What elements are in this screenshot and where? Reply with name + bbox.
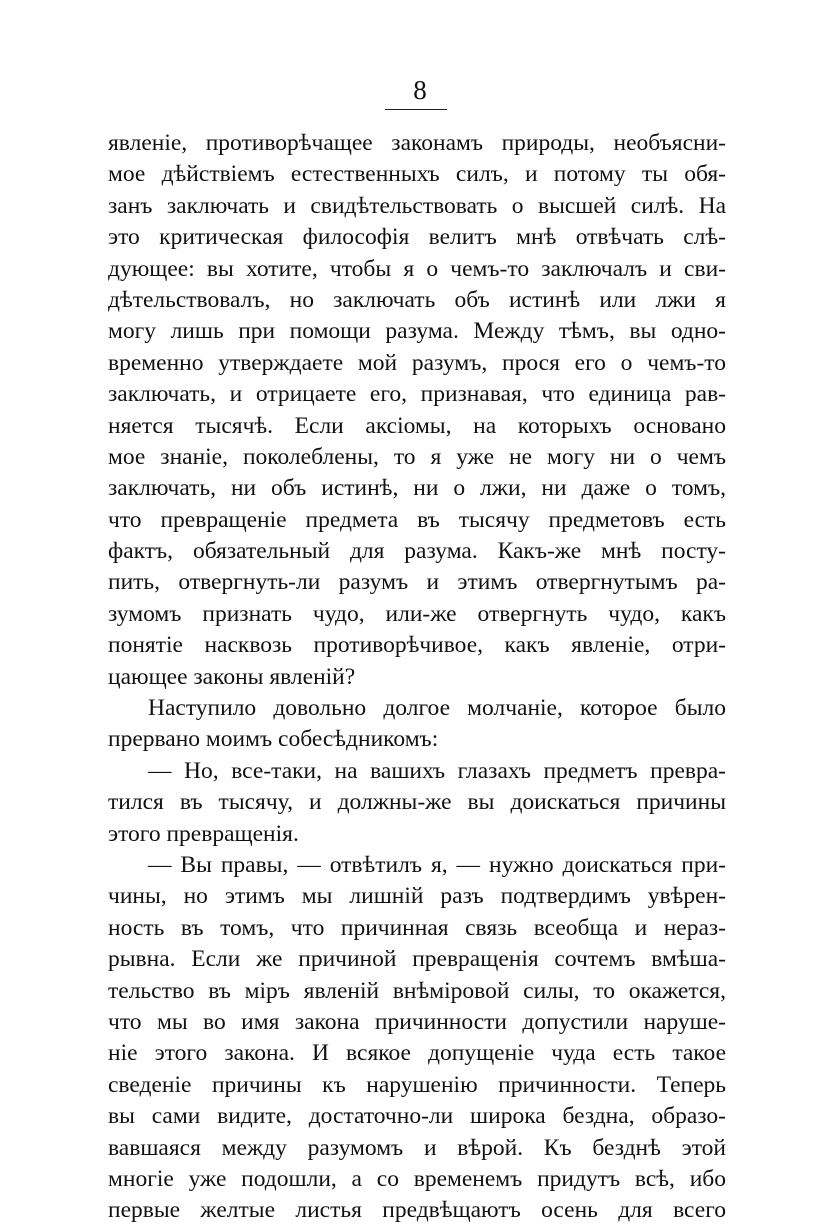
- text-line: дѣтельствовалъ, но заключать объ истинѣ или лжи я: [108, 286, 726, 313]
- text-line: что превращеніе предмета въ тысячу предметовъ есть: [108, 506, 726, 533]
- text-line: многіе уже подошли, а со временемъ придутъ всѣ, ибо: [108, 1165, 726, 1192]
- body-text: [108, 128, 726, 1227]
- text-line: мое дѣйствіемъ естественныхъ силъ, и потому ты обя-: [108, 161, 726, 188]
- page-number-rule: [385, 109, 447, 110]
- text-line: понятіе насквозь противорѣчивое, какъ явленіе, отри-: [108, 632, 726, 659]
- text-line: вавшаяся между разумомъ и вѣрой. Къ безднѣ этой: [108, 1134, 726, 1161]
- paragraph-start-line: Наступило довольно долгое молчаніе, которое было: [148, 695, 726, 722]
- text-line: заключать, и отрицаете его, признавая, что единица рав-: [108, 381, 726, 408]
- text-line: заключать, ни объ истинѣ, ни о лжи, ни даже о томъ,: [108, 475, 726, 502]
- text-line: занъ заключать и свидѣтельствовать о высшей силѣ. На: [108, 192, 726, 219]
- paragraph-end-line: этого превращенія.: [108, 820, 299, 847]
- text-line: рывна. Если же причиной превращенія сочтемъ вмѣша-: [108, 946, 726, 973]
- text-line: фактъ, обязательный для разума. Какъ-же мнѣ посту-: [108, 538, 726, 565]
- text-line: ность въ томъ, что причинная связь всеобща и нераз-: [108, 914, 726, 941]
- text-line: пить, отвергнуть-ли разумъ и этимъ отвергнутымъ ра-: [108, 569, 726, 596]
- text-line: дующее: вы хотите, чтобы я о чемъ-то заключалъ и сви-: [108, 255, 726, 282]
- text-line: вы сами видите, достаточно-ли широка бездна, образо-: [108, 1103, 726, 1130]
- text-line: явленіе, противорѣчащее законамъ природы, необъясни-: [108, 130, 726, 156]
- text-line: чины, но этимъ мы лишній разъ подтвердимъ увѣрен-: [108, 883, 726, 910]
- page-number: 8: [413, 75, 427, 105]
- text-line: мое знаніе, поколеблены, то я уже не могу ни о чемъ: [108, 443, 726, 470]
- text-line: тился въ тысячу, и должны-же вы доискаться причины: [108, 789, 726, 816]
- text-line: ніе этого закона. И всякое допущеніе чуда есть такое: [108, 1040, 726, 1067]
- text-line: могу лишь при помощи разума. Между тѣмъ, вы одно-: [108, 318, 726, 345]
- text-line: что мы во имя закона причинности допустили наруше-: [108, 1008, 726, 1035]
- dialogue-line: — Вы правы, — отвѣтилъ я, — нужно доискаться при-: [148, 851, 726, 878]
- text-line: зумомъ признать чудо, или-же отвергнуть чудо, какъ: [108, 600, 726, 627]
- text-line: тельство въ міръ явленій внѣміровой силы, то окажется,: [108, 977, 726, 1004]
- paragraph-end-line: прервано моимъ собесѣдникомъ:: [108, 726, 439, 753]
- text-line: сведеніе причины къ нарушенію причинности. Теперь: [108, 1071, 726, 1098]
- text-line: няется тысячѣ. Если аксіомы, на которыхъ основано: [108, 412, 726, 439]
- text-line: это критическая философія велитъ мнѣ отвѣчать слѣ-: [108, 224, 726, 251]
- text-line: первые желтые листья предвѣщаютъ осень для всего: [108, 1197, 726, 1224]
- text-line: временно утверждаете мой разумъ, прося его о чемъ-то: [108, 349, 726, 376]
- dialogue-line: — Но, все-таки, на вашихъ глазахъ предметъ превра-: [148, 757, 726, 784]
- paragraph-end-line: цающее законы явленій?: [108, 663, 356, 690]
